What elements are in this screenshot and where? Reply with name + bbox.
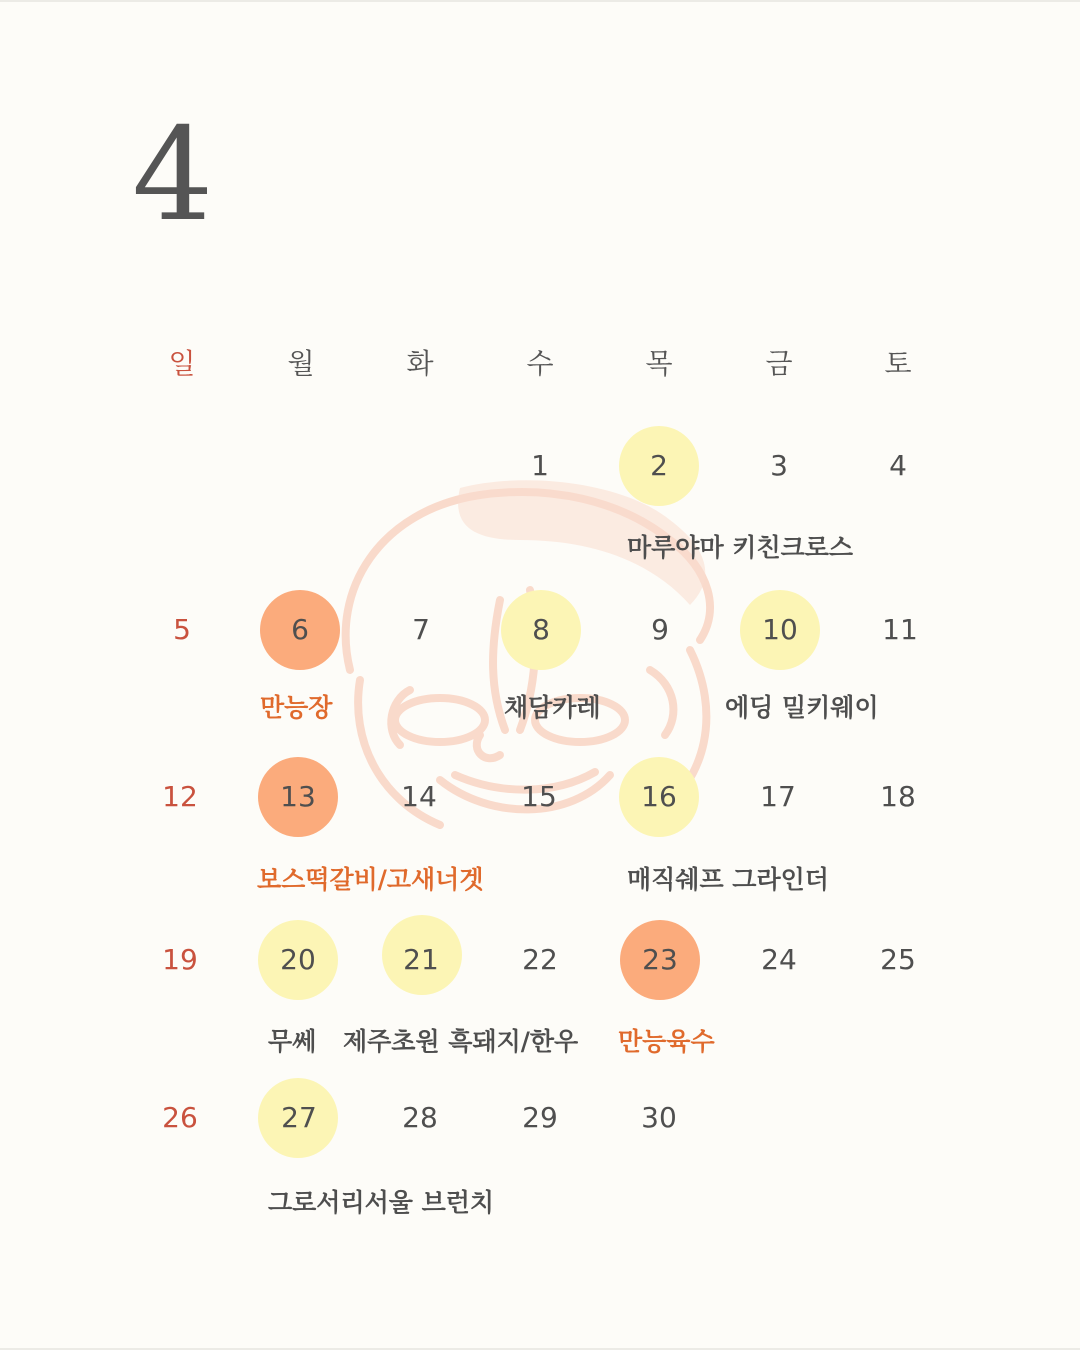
event-label-day-20: 무쎄: [268, 1027, 317, 1056]
calendar-day: 4: [889, 449, 907, 482]
calendar-day: 22: [522, 943, 558, 976]
event-label-day-10: 에딩 밀키웨이: [725, 693, 879, 722]
calendar-day: 23: [642, 943, 678, 976]
calendar-day: 21: [403, 943, 439, 976]
calendar-day: 11: [882, 613, 918, 646]
weekday-monday: 월: [287, 347, 315, 380]
calendar-day: 16: [641, 780, 677, 813]
calendar-day: 6: [291, 613, 309, 646]
calendar-day: 29: [522, 1101, 558, 1134]
calendar-day-sunday: 12: [162, 780, 198, 813]
calendar-day: 18: [880, 780, 916, 813]
calendar-day: 13: [280, 780, 316, 813]
calendar-day: 17: [760, 780, 796, 813]
calendar-day-sunday: 26: [162, 1101, 198, 1134]
calendar-day: 9: [651, 613, 669, 646]
calendar-day: 10: [762, 613, 798, 646]
calendar-day: 2: [650, 449, 668, 482]
weekday-saturday: 토: [884, 347, 912, 380]
event-label-day-13: 보스떡갈비/고새너겟: [257, 865, 484, 894]
top-border: [0, 0, 1080, 2]
event-label-day-16: 매직쉐프 그라인더: [627, 865, 829, 894]
calendar-day: 7: [412, 613, 430, 646]
calendar-day: 25: [880, 943, 916, 976]
weekday-friday: 금: [765, 347, 793, 380]
calendar-day-sunday: 5: [173, 613, 191, 646]
calendar-day: 1: [531, 449, 549, 482]
calendar-day-sunday: 19: [162, 943, 198, 976]
month-number: 4: [132, 101, 214, 250]
calendar-day: 8: [532, 613, 550, 646]
event-label-day-21: 제주초원 흑돼지/한우: [343, 1027, 579, 1056]
calendar-day: 28: [402, 1101, 438, 1134]
event-label-day-27: 그로서리서울 브런치: [268, 1188, 495, 1217]
calendar-day: 15: [521, 780, 557, 813]
calendar-day: 14: [401, 780, 437, 813]
calendar-day: 27: [281, 1101, 317, 1134]
event-label-day-2: 마루야마 키친크로스: [627, 533, 854, 562]
calendar-day: 24: [761, 943, 797, 976]
event-label-day-23: 만능육수: [618, 1027, 715, 1056]
calendar-day: 3: [770, 449, 788, 482]
weekday-sunday: 일: [168, 347, 196, 380]
event-label-day-6: 만능장: [260, 693, 333, 722]
weekday-wednesday: 수: [526, 347, 554, 380]
weekday-thursday: 목: [645, 347, 673, 380]
weekday-tuesday: 화: [406, 347, 434, 380]
calendar-day: 20: [280, 943, 316, 976]
calendar-day: 30: [641, 1101, 677, 1134]
event-label-day-8: 채담카레: [504, 693, 601, 722]
